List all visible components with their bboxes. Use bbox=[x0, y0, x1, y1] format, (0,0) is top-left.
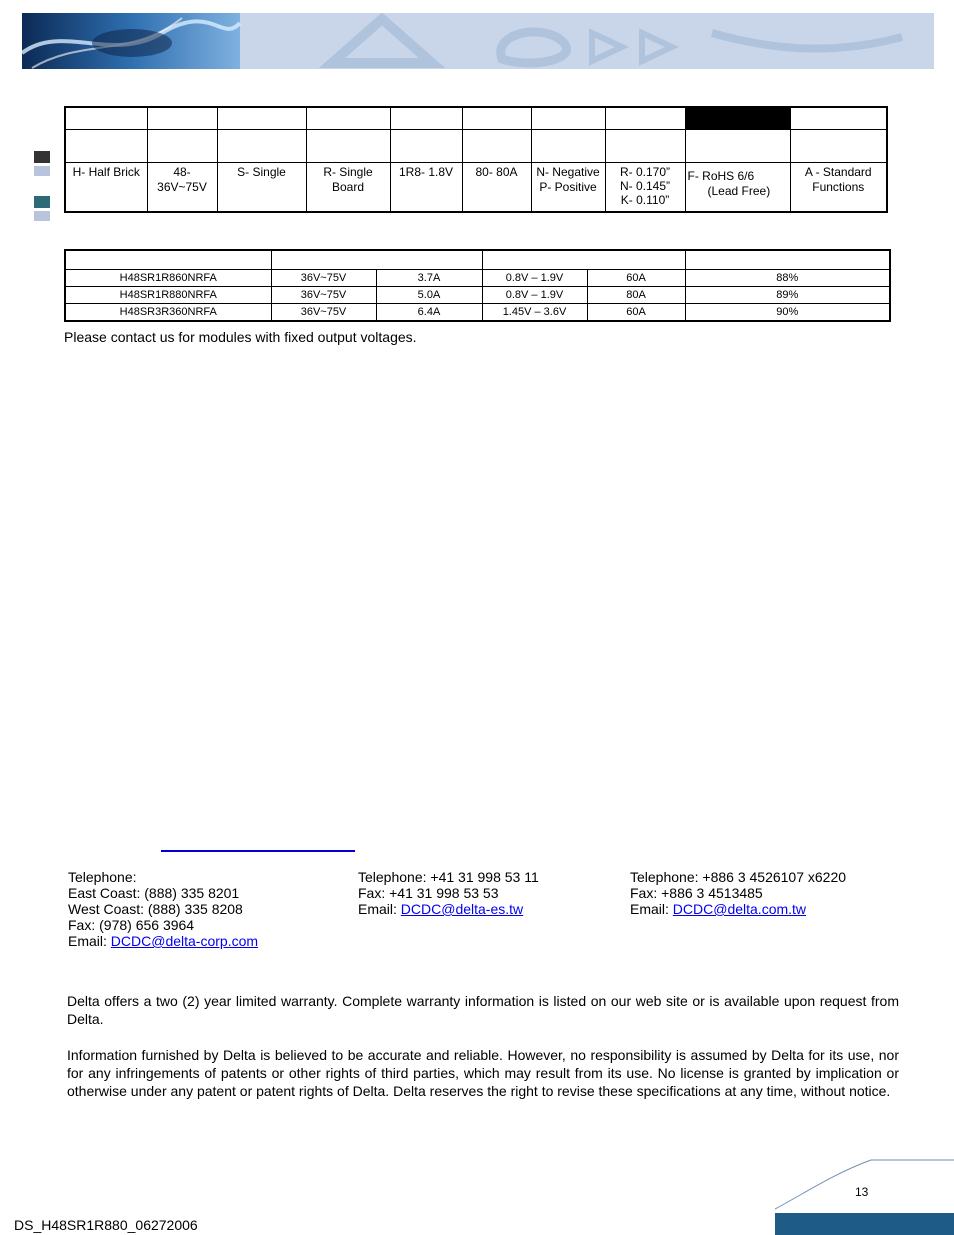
code-cell-rohs: F- RoHS 6/6 (Lead Free) bbox=[685, 163, 790, 213]
email-link-americas[interactable]: DCDC@delta-corp.com bbox=[110, 933, 259, 949]
model-row: H48SR1R860NRFA 36V~75V 3.7A 0.8V – 1.9V 60A 88% bbox=[65, 270, 890, 287]
fixed-output-note: Please contact us for modules with fixed output voltages. bbox=[64, 329, 417, 345]
code-cell-input: 48- 36V~75V bbox=[147, 163, 217, 213]
web-link-underline[interactable] bbox=[161, 850, 355, 852]
side-marker-light bbox=[34, 166, 50, 176]
model-row: H48SR3R360NRFA 36V~75V 6.4A 1.45V – 3.6V 60A 90% bbox=[65, 304, 890, 322]
part-numbering-table bbox=[64, 106, 888, 213]
code-cell-pin-length: R- 0.170” N- 0.145” K- 0.110” bbox=[605, 163, 685, 213]
code-cell-logic: N- Negative P- Positive bbox=[531, 163, 605, 213]
email-link-asia[interactable]: DCDC@delta.com.tw bbox=[672, 901, 807, 917]
contact-americas: Telephone: East Coast: (888) 335 8201 West Coast: (888) 335 8208 Fax: (978) 656 3964 Email: DCDC@delta-corp.com bbox=[68, 869, 259, 949]
side-marker-dark bbox=[34, 151, 50, 163]
model-row: H48SR1R880NRFA 36V~75V 5.0A 0.8V – 1.9V 80A 89% bbox=[65, 287, 890, 304]
code-cell-current: 80- 80A bbox=[462, 163, 531, 213]
code-cell-product: R- Single Board bbox=[306, 163, 390, 213]
header-banner bbox=[22, 13, 934, 69]
disclaimer-text: Information furnished by Delta is believed to be accurate and reliable. However, no responsibility is assumed by Delta for its use, nor for any infringements of patents or other rights of third parties, which may result from its use. No license is granted by implication or otherwise under any patent or patent rights of Delta. Delta reserves the right to revise these specifications at any time, without notice. bbox=[67, 1047, 899, 1099]
page-number: 13 bbox=[855, 1185, 869, 1199]
delta-logo-banner-icon bbox=[22, 13, 934, 69]
part-code-row bbox=[65, 163, 887, 213]
model-header-row bbox=[65, 250, 890, 270]
code-cell-voltage: 1R8- 1.8V bbox=[390, 163, 462, 213]
black-header-cell bbox=[685, 107, 790, 130]
side-marker-teal bbox=[34, 196, 50, 208]
side-marker-light-2 bbox=[34, 211, 50, 221]
warranty-text: Delta offers a two (2) year limited warranty. Complete warranty information is listed on our web site or is available upon request from Delta. bbox=[67, 993, 899, 1027]
contact-asia: Telephone: +886 3 4526107 x6220 Fax: +886 3 4513485 Email: DCDC@delta.com.tw bbox=[630, 869, 847, 917]
code-cell-option: A - Standard Functions bbox=[790, 163, 887, 213]
model-list-table bbox=[64, 249, 891, 322]
contact-europe: Telephone: +41 31 998 53 11 Fax: +41 31 998 53 53 Email: DCDC@delta-es.tw bbox=[358, 869, 539, 917]
code-cell-type: H- Half Brick bbox=[65, 163, 147, 213]
email-link-europe[interactable]: DCDC@delta-es.tw bbox=[400, 901, 524, 917]
document-id: DS_H48SR1R880_06272006 bbox=[14, 1217, 198, 1233]
code-cell-outputs: S- Single bbox=[217, 163, 306, 213]
